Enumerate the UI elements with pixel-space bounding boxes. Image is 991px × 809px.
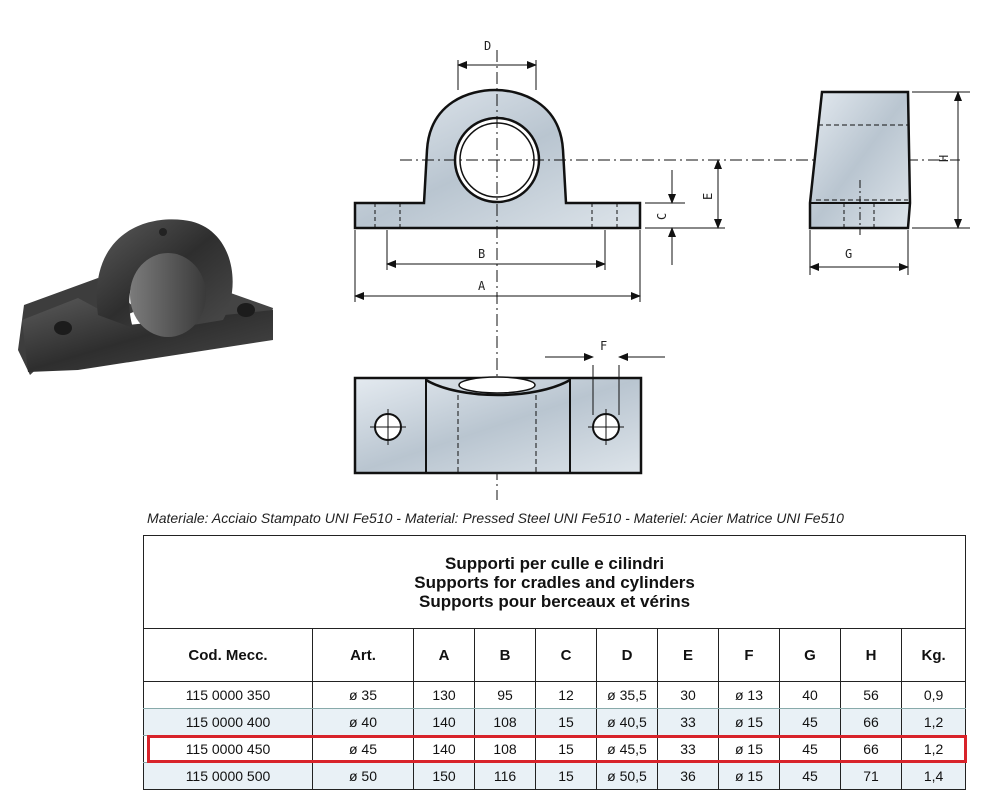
table-cell: ø 50,5 — [597, 763, 658, 790]
col-header-c: C — [536, 629, 597, 682]
table-cell: 1,2 — [902, 709, 966, 736]
table-cell: 116 — [475, 763, 536, 790]
col-header-kg: Kg. — [902, 629, 966, 682]
table-cell: ø 35,5 — [597, 682, 658, 709]
col-header-g: G — [780, 629, 841, 682]
table-cell: ø 45,5 — [597, 736, 658, 763]
table-cell: 115 0000 400 — [144, 709, 313, 736]
table-cell: 115 0000 500 — [144, 763, 313, 790]
dim-label-g: G — [845, 247, 853, 261]
table-title — [144, 536, 966, 629]
col-header-h: H — [841, 629, 902, 682]
col-header-cod: Cod. Mecc. — [144, 629, 313, 682]
table-cell: 40 — [780, 682, 841, 709]
table-cell: ø 40,5 — [597, 709, 658, 736]
table-cell: 1,4 — [902, 763, 966, 790]
table-cell: 130 — [414, 682, 475, 709]
side-view — [810, 92, 910, 235]
table-cell: 115 0000 350 — [144, 682, 313, 709]
table-cell: ø 35 — [313, 682, 414, 709]
dim-label-d: D — [484, 39, 492, 53]
table-cell: ø 13 — [719, 682, 780, 709]
table-cell: 108 — [475, 709, 536, 736]
specs-table — [143, 535, 966, 790]
col-header-e: E — [658, 629, 719, 682]
top-view — [355, 377, 641, 473]
technical-drawing — [330, 20, 970, 500]
table-cell: 140 — [414, 709, 475, 736]
table-cell: 15 — [536, 709, 597, 736]
table-cell: 45 — [780, 763, 841, 790]
dim-label-a: A — [478, 279, 486, 293]
table-cell: 140 — [414, 736, 475, 763]
dim-label-c: C — [655, 212, 669, 220]
table-cell: 12 — [536, 682, 597, 709]
table-cell: 95 — [475, 682, 536, 709]
table-title-fr: Supports pour berceaux et vérins — [419, 591, 691, 611]
table-row — [144, 709, 966, 736]
col-header-art: Art. — [313, 629, 414, 682]
table-cell: 30 — [658, 682, 719, 709]
col-header-b: B — [475, 629, 536, 682]
table-cell: 56 — [841, 682, 902, 709]
dim-label-b: B — [478, 247, 486, 261]
table-cell: ø 15 — [719, 709, 780, 736]
table-cell: 150 — [414, 763, 475, 790]
table-cell: 15 — [536, 763, 597, 790]
table-header-row — [144, 629, 966, 682]
dim-label-h: H — [937, 154, 951, 162]
table-cell: ø 45 — [313, 736, 414, 763]
table-cell: 33 — [658, 709, 719, 736]
table-cell: ø 50 — [313, 763, 414, 790]
table-row — [144, 736, 966, 763]
table-row — [144, 763, 966, 790]
table-cell: 66 — [841, 736, 902, 763]
table-cell: 0,9 — [902, 682, 966, 709]
table-cell: 45 — [780, 709, 841, 736]
table-cell: ø 40 — [313, 709, 414, 736]
table-cell: 71 — [841, 763, 902, 790]
material-note: Materiale: Acciaio Stampato UNI Fe510 - Material: Pressed Steel UNI Fe510 - Materiel: Acier Matrice UNI Fe510 — [147, 510, 844, 526]
table-row — [144, 682, 966, 709]
table-cell: 66 — [841, 709, 902, 736]
dim-label-e: E — [701, 192, 715, 200]
col-header-a: A — [414, 629, 475, 682]
col-header-d: D — [597, 629, 658, 682]
table-cell: ø 15 — [719, 736, 780, 763]
dim-label-f: F — [600, 339, 608, 353]
table-cell: 36 — [658, 763, 719, 790]
table-cell: 33 — [658, 736, 719, 763]
table-title-it: Supporti per culle e cilindri — [445, 553, 665, 573]
table-cell: 15 — [536, 736, 597, 763]
table-cell: 108 — [475, 736, 536, 763]
table-cell: ø 15 — [719, 763, 780, 790]
table-cell: 1,2 — [902, 736, 966, 763]
table-cell: 115 0000 450 — [144, 736, 313, 763]
table-title-en: Supports for cradles and cylinders — [414, 572, 695, 592]
table-cell: 45 — [780, 736, 841, 763]
product-photo — [18, 200, 278, 380]
col-header-f: F — [719, 629, 780, 682]
